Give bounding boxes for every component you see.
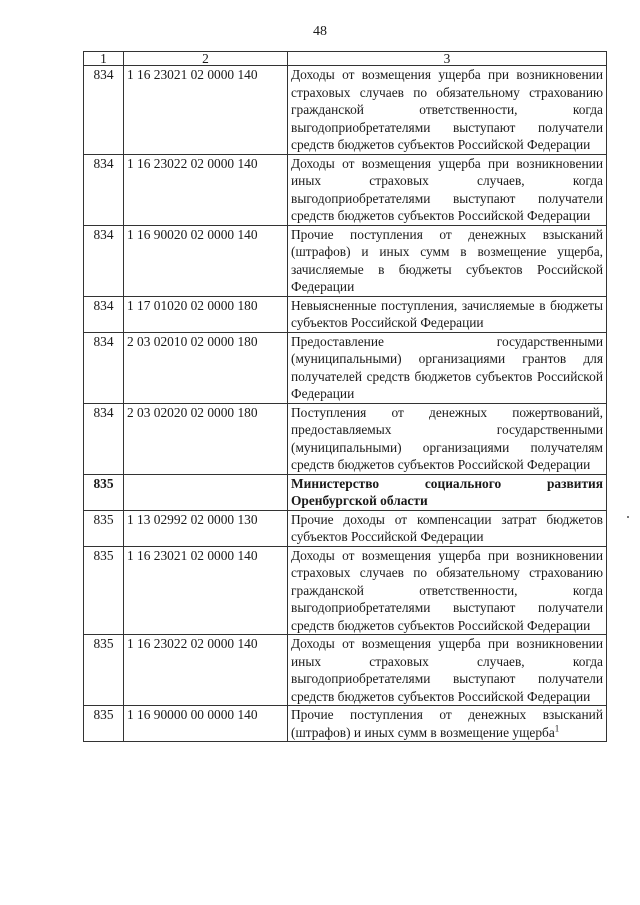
- admin-code-cell: 835: [84, 706, 124, 742]
- page-number: 48: [313, 24, 327, 39]
- table-row: [84, 66, 607, 155]
- table-row: [84, 225, 607, 296]
- revenue-description-text: Прочие поступления от денежных взысканий (штрафов) и иных сумм в возмещение ущерба: [291, 707, 603, 740]
- revenue-description-cell: Прочие поступления от денежных взысканий (штрафов) и иных сумм в возмещение ущерба, зачисляемые в бюджеты субъектов Российской Федерации: [288, 225, 607, 296]
- table-row: [84, 635, 607, 706]
- budget-class-code-cell: 2 03 02020 02 0000 180: [124, 403, 288, 474]
- admin-code-cell: 834: [84, 225, 124, 296]
- revenue-description-cell: Доходы от возмещения ущерба при возникновении страховых случаев по обязательному страхованию гражданской ответственности, когда выгодоприобретателями выступают получатели средств бюджетов субъектов Российской Федерации: [288, 66, 607, 155]
- column-header-2: 2: [124, 52, 288, 66]
- column-header-3: 3: [288, 52, 607, 66]
- admin-code-cell: 834: [84, 332, 124, 403]
- revenue-description-cell: Предоставление государственными (муниципальными) организациями грантов для получателей средств бюджетов субъектов Российской Федерации: [288, 332, 607, 403]
- table-row: [84, 510, 607, 546]
- budget-class-code-cell: 1 17 01020 02 0000 180: [124, 296, 288, 332]
- budget-class-code-cell: 1 16 23022 02 0000 140: [124, 154, 288, 225]
- admin-code-cell: 835: [84, 510, 124, 546]
- budget-class-code-cell: 1 16 23021 02 0000 140: [124, 546, 288, 635]
- revenue-description-cell: Доходы от возмещения ущерба при возникновении страховых случаев по обязательному страхованию гражданской ответственности, когда выгодоприобретателями выступают получатели средств бюджетов субъектов Российской Федерации: [288, 546, 607, 635]
- ministry-header-row: [84, 474, 607, 510]
- table-header-row: [84, 52, 607, 66]
- budget-class-code-cell: 1 13 02992 02 0000 130: [124, 510, 288, 546]
- budget-class-code-cell: 1 16 90000 00 0000 140: [124, 706, 288, 742]
- table-row: [84, 332, 607, 403]
- table-row: [84, 296, 607, 332]
- revenue-codes-table: [83, 51, 607, 742]
- budget-class-code-cell: 1 16 23021 02 0000 140: [124, 66, 288, 155]
- table-row: [84, 706, 607, 742]
- revenue-description-cell: Поступления от денежных пожертвований, предоставляемых государственными (муниципальными) организациями получателям средств бюджетов субъектов Российской Федерации: [288, 403, 607, 474]
- budget-class-code-cell: 1 16 23022 02 0000 140: [124, 635, 288, 706]
- table-row: [84, 403, 607, 474]
- revenue-description-cell: Невыясненные поступления, зачисляемые в бюджеты субъектов Российской Федерации: [288, 296, 607, 332]
- admin-code-cell: 834: [84, 296, 124, 332]
- ministry-name-cell: Министерство социального развития Оренбургской области: [288, 474, 607, 510]
- budget-class-code-cell: 2 03 02010 02 0000 180: [124, 332, 288, 403]
- footnote-marker: 1: [554, 723, 560, 734]
- admin-code-cell: 834: [84, 403, 124, 474]
- admin-code-cell: 834: [84, 66, 124, 155]
- budget-class-code-cell: [124, 474, 288, 510]
- revenue-description-cell: Доходы от возмещения ущерба при возникновении иных страховых случаев, когда выгодоприобретателями выступают получатели средств бюджетов субъектов Российской Федерации: [288, 154, 607, 225]
- budget-class-code-cell: 1 16 90020 02 0000 140: [124, 225, 288, 296]
- revenue-description-cell: [288, 706, 607, 742]
- admin-code-cell: 835: [84, 546, 124, 635]
- revenue-description-cell: Прочие доходы от компенсации затрат бюджетов субъектов Российской Федерации: [288, 510, 607, 546]
- admin-code-cell: 835: [84, 635, 124, 706]
- admin-code-cell: 834: [84, 154, 124, 225]
- scan-speck: [627, 516, 629, 518]
- table-row: [84, 154, 607, 225]
- table-row: [84, 546, 607, 635]
- revenue-description-cell: Доходы от возмещения ущерба при возникновении иных страховых случаев, когда выгодоприобретателями выступают получатели средств бюджетов субъектов Российской Федерации: [288, 635, 607, 706]
- column-header-1: 1: [84, 52, 124, 66]
- admin-code-cell: 835: [84, 474, 124, 510]
